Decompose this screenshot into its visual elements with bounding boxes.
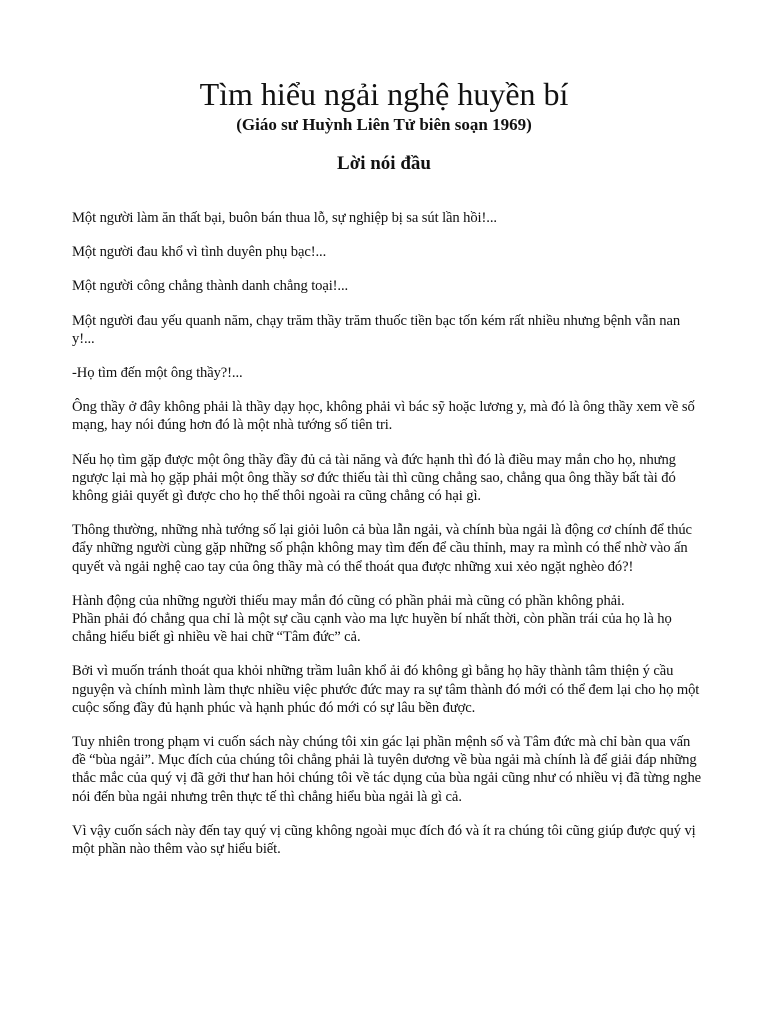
- paragraph-9: Hành động của những người thiếu may mắn đó cũng có phần phải mà cũng có phần không phải.: [72, 592, 625, 609]
- paragraph-5: -Họ tìm đến một ông thầy?!...: [72, 365, 243, 382]
- paragraph-1: Một người làm ăn thất bại, buôn bán thua lỗ, sự nghiệp bị sa sút lần hồi!...: [72, 210, 497, 226]
- paragraph-11: Bởi vì muốn tránh thoát qua khỏi những trầm luân khổ ải đó không gì bằng họ hãy thành tâm thiện ý cầu nguyện và chính mình làm thực nhiều việc phước đức may ra sự tâm thành đó mới có thể đem lại cho họ một cuộc sống đầy đủ hạnh phúc và hạnh phúc đó mới có sự lâu bền được.: [72, 663, 700, 716]
- paragraph-6: Ông thầy ở đây không phải là thầy dạy học, không phải vì bác sỹ hoặc lương y, mà đó là ông thầy xem về số mạng, hay nói đúng hơn đó là một nhà tướng số tiên tri.: [72, 399, 695, 434]
- document-title: Tìm hiểu ngải nghệ huyền bí: [199, 76, 569, 112]
- paragraph-2: Một người đau khổ vì tình duyên phụ bạc!...: [72, 244, 327, 261]
- paragraph-4: Một người đau yếu quanh năm, chạy trăm thầy trăm thuốc tiền bạc tốn kém rất nhiều nhưng bệnh vẫn nan y!...: [72, 312, 681, 347]
- paragraph-3: Một người công chẳng thành danh chẳng toại!...: [72, 278, 349, 295]
- paragraph-12: Tuy nhiên trong phạm vi cuốn sách này chúng tôi xin gác lại phần mệnh số và Tâm đức mà chỉ bàn qua vấn đề “bùa ngải”. Mục đích của chúng tôi chẳng phải là tuyên dương về bùa ngải mà chính là để giải đáp những thắc mắc của quý vị đã gởi thư han hỏi chúng tôi về tác dụng của bùa ngải cũng như có nhiều vị đã từng nghe nói đến bùa ngải nhưng trên thực tế thì chẳng hiểu bùa ngải là gì cả.: [72, 734, 702, 805]
- document-body: [72, 209, 702, 874]
- section-heading: Lời nói đầu: [337, 153, 431, 174]
- document-subtitle: (Giáo sư Huỳnh Liên Tử biên soạn 1969): [236, 115, 532, 134]
- paragraph-8: Thông thường, những nhà tướng số lại giỏi luôn cả bùa lẫn ngải, và chính bùa ngải là động cơ chính để thúc đẩy những người cùng gặp những số phận không may tìm đến để cầu thỉnh, may ra mình có thể nhờ vào ấn quyết và ngải nghệ cao tay của ông thầy mà có thể thoát qua được những xui xẻo ngặt nghèo đó?!: [72, 522, 692, 575]
- paragraph-10: Phần phải đó chẳng qua chỉ là một sự cầu cạnh vào ma lực huyền bí nhất thời, còn phần trái của họ là họ chẳng hiểu biết gì nhiều về hai chữ “Tâm đức” cả.: [72, 611, 672, 646]
- paragraph-7: Nếu họ tìm gặp được một ông thầy đầy đủ cả tài năng và đức hạnh thì đó là điều may mắn cho họ, nhưng ngược lại mà họ gặp phải một ông thầy sơ đức thiếu tài thì cũng chẳng sao, chẳng qua ông thầy bất tài đó không giải quyết gì được cho họ thế thôi ngoài ra cũng chẳng có hại gì.: [72, 451, 676, 505]
- paragraph-13: Vì vậy cuốn sách này đến tay quý vị cũng không ngoài mục đích đó và ít ra chúng tôi cũng giúp được quý vị một phần nào thêm vào sự hiểu biết.: [72, 822, 696, 858]
